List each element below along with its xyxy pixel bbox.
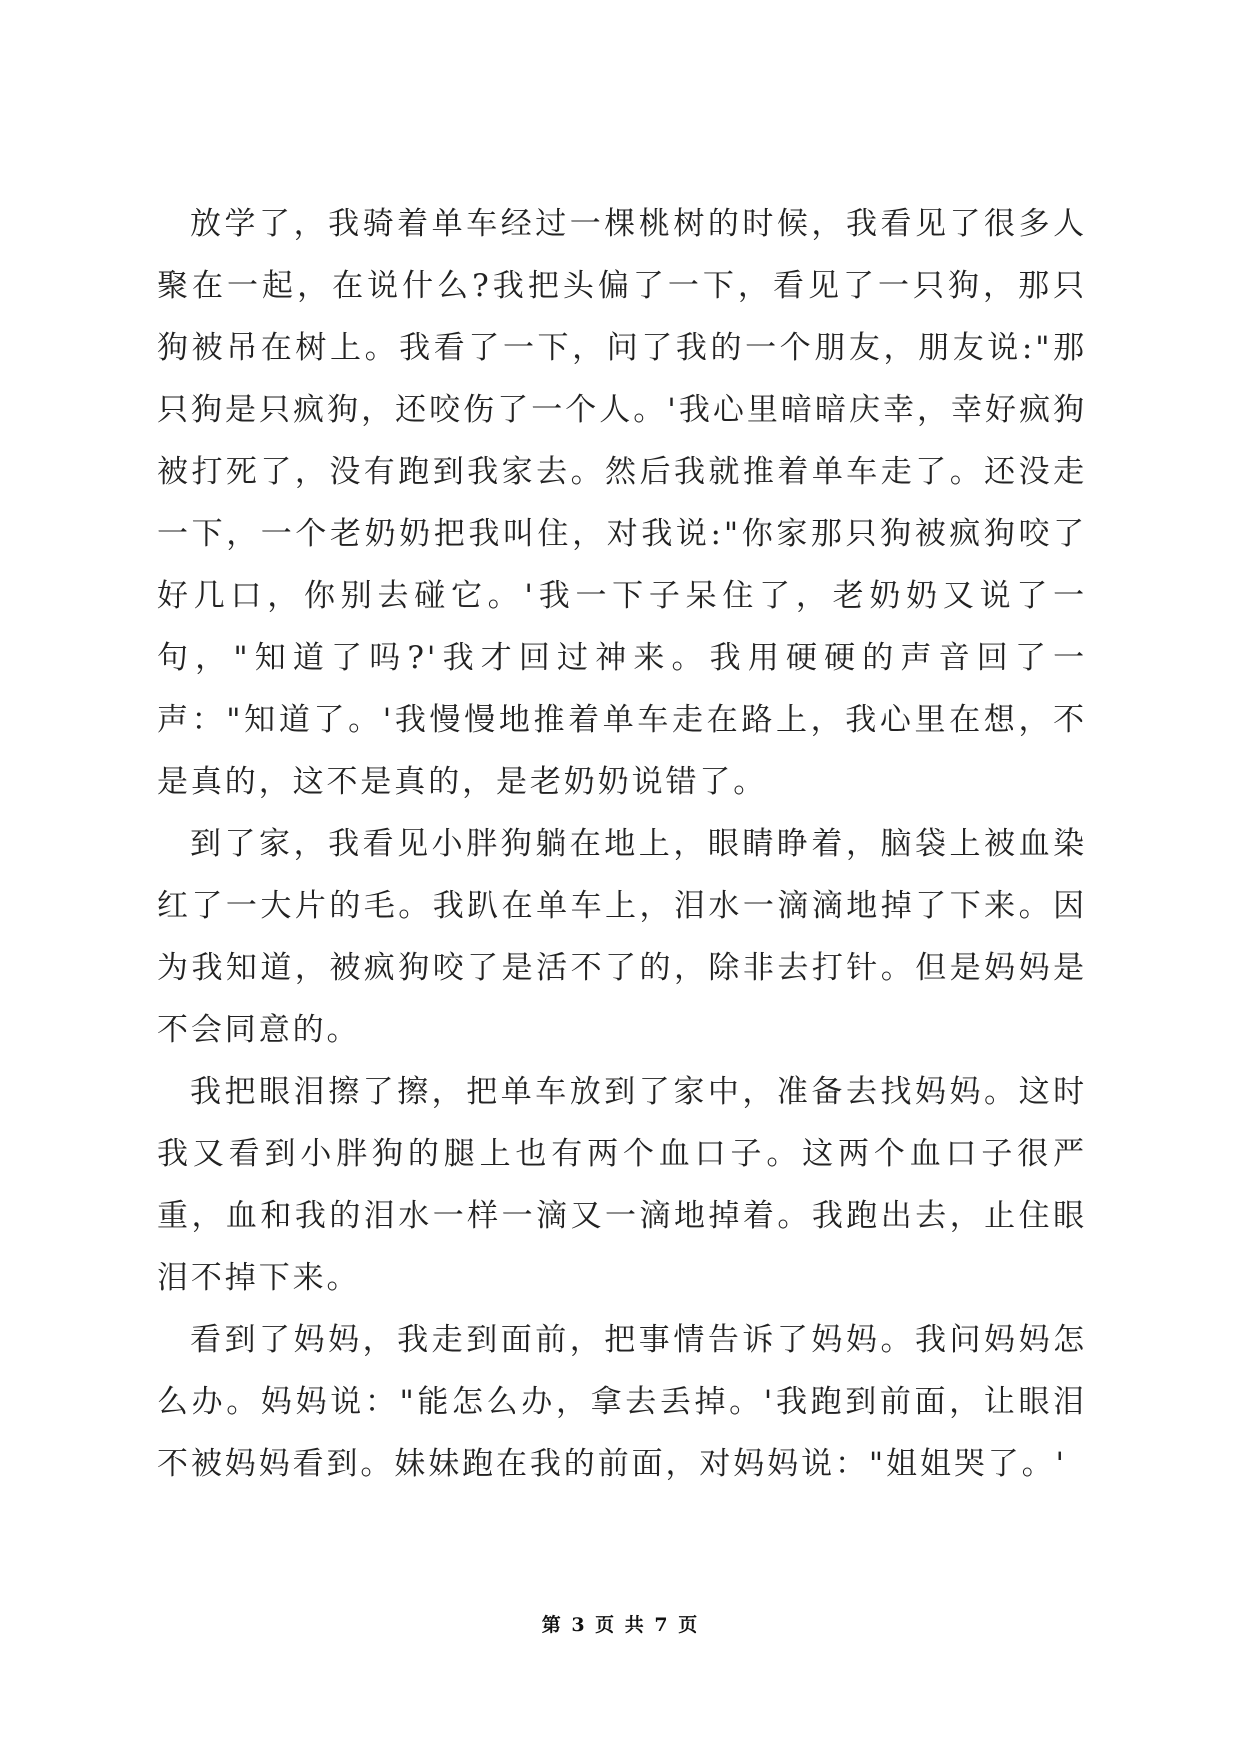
document-body xyxy=(157,193,1087,1495)
page-number-footer: 第 3 页 共 7 页 xyxy=(541,1614,700,1636)
paragraph-2: 到了家，我看见小胖狗躺在地上，眼睛睁着，脑袋上被血染红了一大片的毛。我趴在单车上，泪水一滴滴地掉了下来。因为我知道，被疯狗咬了是活不了的，除非去打针。但是妈妈是不会同意的。 xyxy=(157,826,1087,1048)
paragraph-4: 看到了妈妈，我走到面前，把事情告诉了妈妈。我问妈妈怎么办。妈妈说："能怎么办，拿去丢掉。'我跑到前面，让眼泪不被妈妈看到。妹妹跑在我的前面，对妈妈说："姐姐哭了。' xyxy=(157,1322,1087,1482)
paragraph-1: 放学了，我骑着单车经过一棵桃树的时候，我看见了很多人聚在一起，在说什么?我把头偏了一下，看见了一只狗，那只狗被吊在树上。我看了一下，问了我的一个朋友，朋友说:"那只狗是只疯狗，还咬伤了一个人。'我心里暗暗庆幸，幸好疯狗被打死了，没有跑到我家去。然后我就推着单车走了。还没走一下，一个老奶奶把我叫住，对我说:"你家那只狗被疯狗咬了好几口，你别去碰它。'我一下子呆住了，老奶奶又说了一句，"知道了吗?'我才回过神来。我用硬硬的声音回了一声："知道了。'我慢慢地推着单车走在路上，我心里在想，不是真的，这不是真的，是老奶奶说错了。 xyxy=(157,206,1087,800)
paragraph-3: 我把眼泪擦了擦，把单车放到了家中，准备去找妈妈。这时我又看到小胖狗的腿上也有两个血口子。这两个血口子很严重，血和我的泪水一样一滴又一滴地掉着。我跑出去，止住眼泪不掉下来。 xyxy=(157,1074,1087,1296)
